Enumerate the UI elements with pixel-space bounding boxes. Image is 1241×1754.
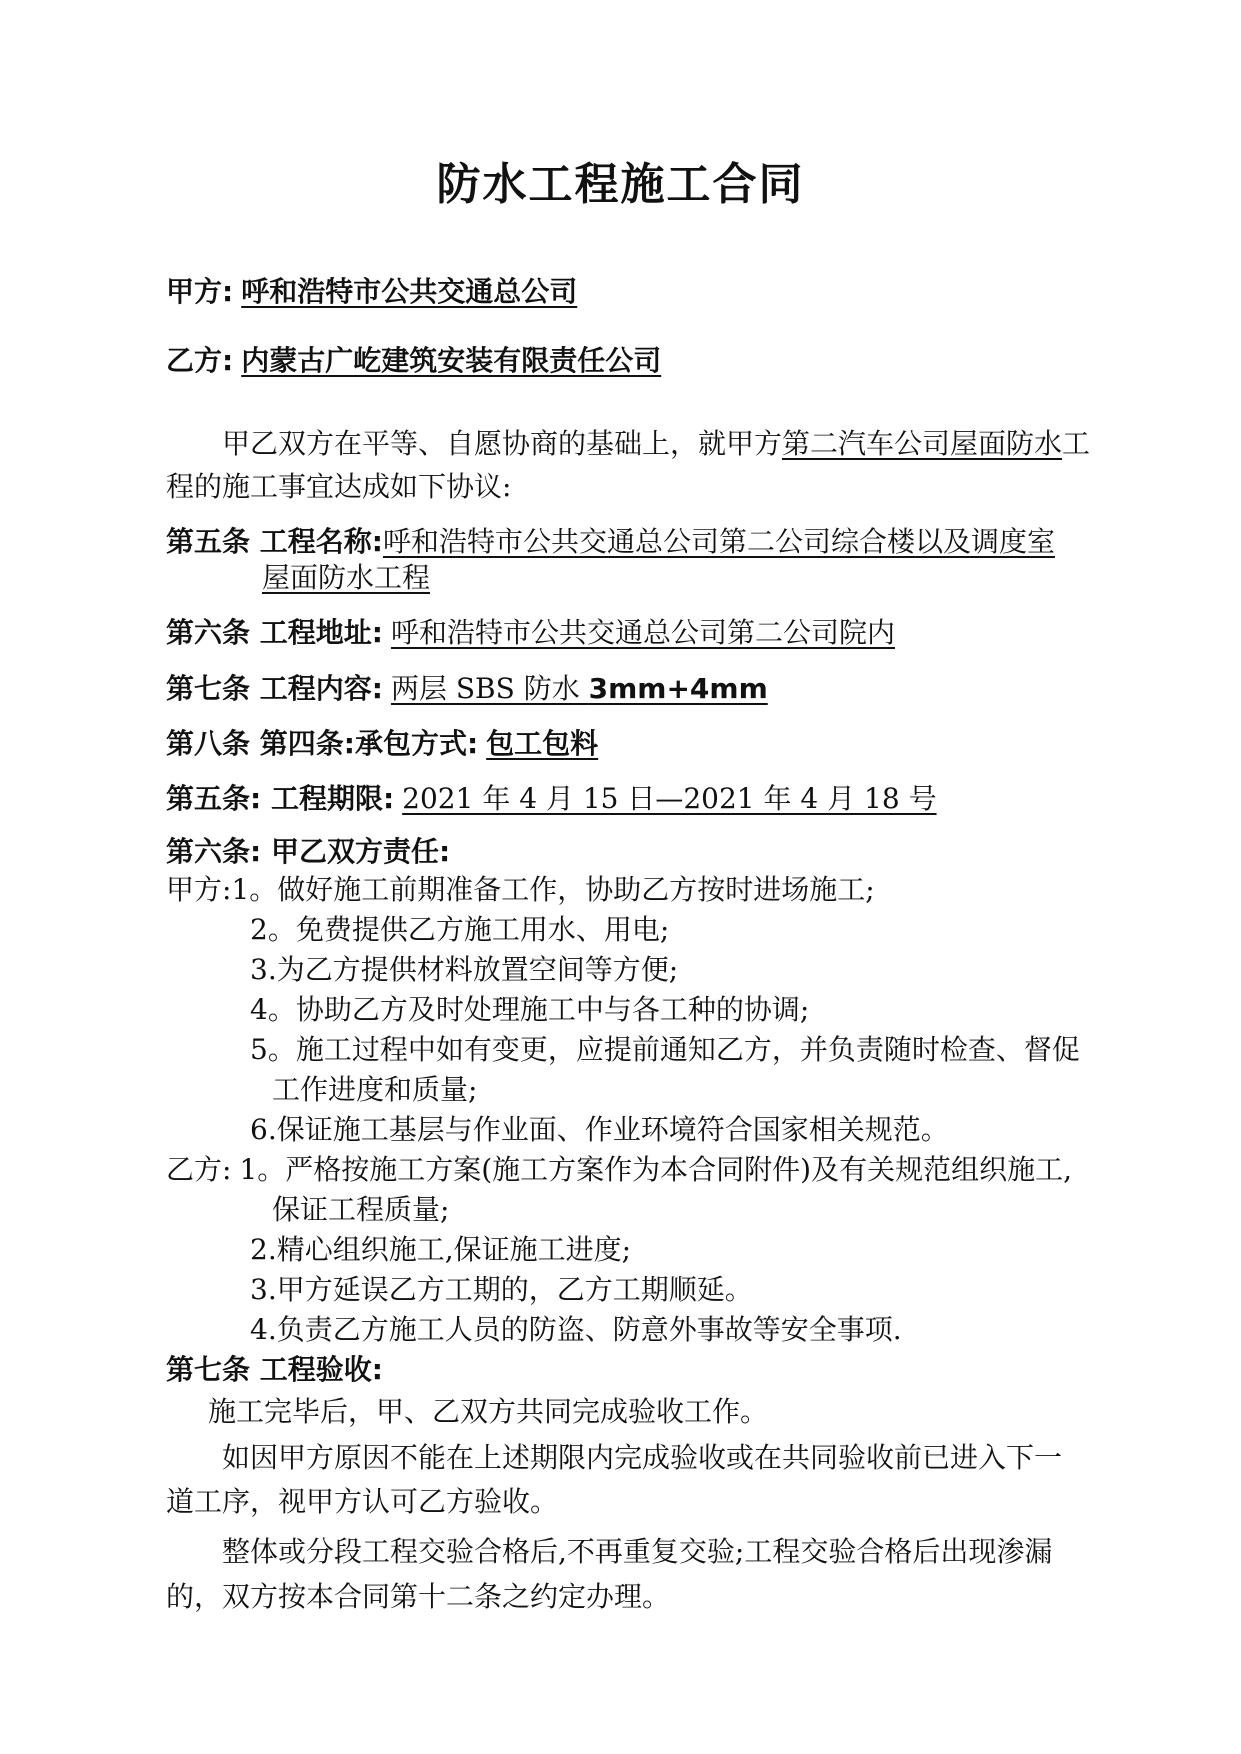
article-content-spec: 3mm+4mm	[588, 672, 768, 705]
party-b-duties-line-1	[166, 1150, 1072, 1190]
party-b-duty-2: 2.精心组织施工,保证施工进度;	[250, 1233, 632, 1266]
article-project-name-cont	[262, 558, 430, 598]
article-contract-mode-label: 第八条 第四条:承包方式:	[166, 727, 479, 760]
acceptance-para-2-cont: 道工序，视甲方认可乙方验收。	[166, 1485, 559, 1518]
article-acceptance-label: 第七条 工程验收:	[166, 1353, 383, 1386]
article-content-text: 两层 SBS 防水	[390, 672, 589, 705]
party-a-duty-1: 1。做好施工前期准备工作，协助乙方按时进场施工;	[231, 873, 875, 906]
page-title: 防水工程施工合同	[436, 159, 805, 210]
party-b-name: 内蒙古广屹建筑安装有限责任公司	[241, 344, 662, 377]
party-b-duty-1: 1。严格按施工方案(施工方案作为本合同附件)及有关规范组织施工,	[239, 1153, 1073, 1186]
acceptance-para-3: 整体或分段工程交验合格后,不再重复交验;工程交验合格后出现渗漏	[222, 1535, 1053, 1568]
intro-prefix: 甲乙双方在平等、自愿协商的基础上，就甲方	[222, 427, 783, 460]
article-address-value: 呼和浩特市公共交通总公司第二公司院内	[390, 616, 895, 649]
party-a-line	[166, 272, 577, 312]
party-a-label: 甲方:	[166, 275, 234, 308]
party-b-duty-1-cont: 保证工程质量;	[272, 1193, 450, 1226]
intro-line-1	[222, 424, 1090, 464]
party-b-duties-prefix: 乙方:	[166, 1153, 232, 1186]
party-a-duty-2: 2。免费提供乙方施工用水、用电;	[250, 913, 670, 946]
intro-line-2: 程的施工事宜达成如下协议:	[166, 470, 512, 503]
party-a-duty-5: 5。施工过程中如有变更，应提前通知乙方，并负责随时检查、督促	[250, 1033, 1080, 1066]
article-content-value	[391, 672, 768, 705]
party-a-duty-5-cont: 工作进度和质量;	[272, 1073, 478, 1106]
acceptance-para-1: 施工完毕后，甲、乙双方共同完成验收工作。	[208, 1395, 769, 1428]
article-project-name	[166, 522, 1055, 562]
party-a-duty-3: 3.为乙方提供材料放置空间等方便;	[250, 953, 679, 986]
article-project-name-value-1: 呼和浩特市公共交通总公司第二公司综合楼以及调度室	[382, 525, 1055, 558]
article-responsibilities	[166, 832, 450, 872]
article-content-label: 第七条 工程内容:	[166, 672, 383, 705]
party-b-label: 乙方:	[166, 344, 234, 377]
party-a-name: 呼和浩特市公共交通总公司	[241, 275, 578, 308]
party-a-duty-4: 4。协助乙方及时处理施工中与各工种的协调;	[250, 993, 810, 1026]
article-address	[166, 613, 895, 653]
article-project-name-label: 第五条 工程名称:	[166, 525, 383, 558]
article-project-name-value-2: 屋面防水工程	[262, 561, 431, 594]
article-address-label: 第六条 工程地址:	[166, 616, 383, 649]
intro-project: 第二汽车公司屋面防水	[782, 427, 1063, 460]
acceptance-para-3-cont: 的，双方按本合同第十二条之约定办理。	[166, 1580, 671, 1613]
party-a-duties-prefix: 甲方:	[166, 873, 232, 906]
party-b-duty-4: 4.负责乙方施工人员的防盗、防意外事故等安全事项.	[250, 1313, 902, 1346]
article-content	[166, 669, 768, 709]
article-contract-mode	[166, 724, 598, 764]
intro-suffix: 工	[1062, 427, 1091, 460]
acceptance-para-2: 如因甲方原因不能在上述期限内完成验收或在共同验收前已进入下一	[222, 1441, 1063, 1474]
party-b-duty-3: 3.甲方延误乙方工期的，乙方工期顺延。	[250, 1273, 753, 1306]
article-contract-mode-value: 包工包料	[486, 727, 599, 760]
article-acceptance	[166, 1350, 383, 1390]
article-period	[166, 779, 937, 819]
party-b-line	[166, 341, 661, 381]
party-a-duty-6: 6.保证施工基层与作业面、作业环境符合国家相关规范。	[250, 1113, 949, 1146]
article-period-label: 第五条: 工程期限:	[166, 782, 395, 815]
party-a-duties-line-1	[166, 870, 875, 910]
article-responsibilities-label: 第六条: 甲乙双方责任:	[166, 835, 451, 868]
article-period-value: 2021 年 4 月 15 日—2021 年 4 月 18 号	[402, 782, 937, 815]
